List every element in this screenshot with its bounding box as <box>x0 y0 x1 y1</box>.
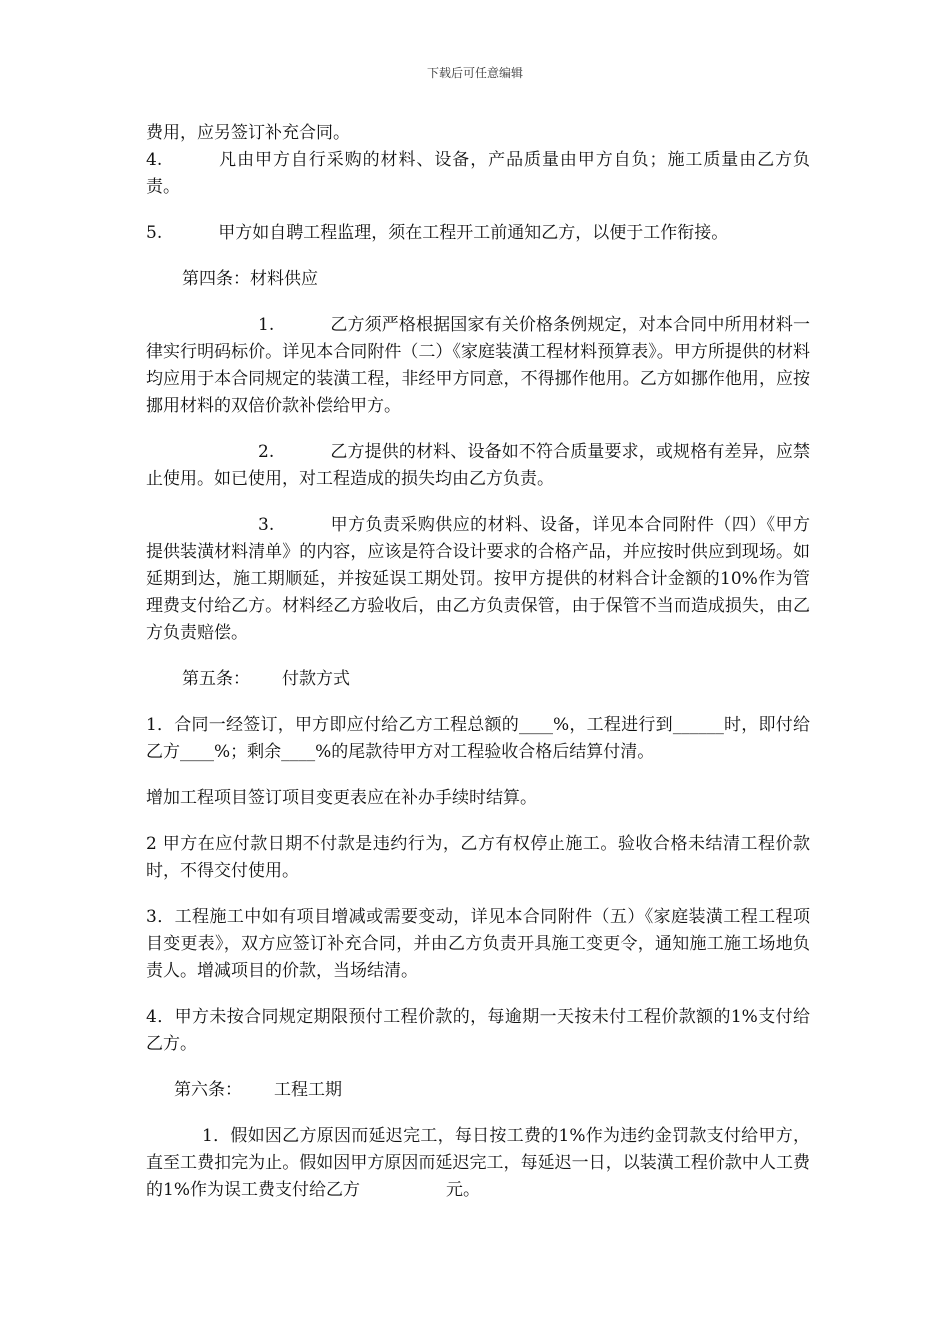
article-5-note: 增加工程项目签订项目变更表应在补办手续时结算。 <box>146 788 537 808</box>
article-5-item-1: 1．合同一经签订，甲方即应付给乙方工程总额的____%，工程进行到______时，即付给乙方____%；剩余____%的尾款待甲方对工程验收合格后结算付清。 <box>146 715 810 762</box>
article-6-heading <box>174 1077 810 1104</box>
document-body <box>146 120 810 1223</box>
clause-3-item-4 <box>146 147 810 201</box>
paragraph-continuation: 费用，应另签订补充合同。 <box>146 123 350 143</box>
article-4-heading: 第四条：材料供应 <box>182 269 318 289</box>
item-text-end: 元。 <box>445 1180 480 1200</box>
article-4-item-1 <box>146 312 810 420</box>
article-label: 第六条： <box>174 1080 242 1100</box>
item-number: 1. <box>258 315 275 335</box>
item-number: 5. <box>146 223 163 243</box>
item-text: 乙方须严格根据国家有关价格条例规定，对本合同中所用材料一律实行明码标价。详见本合同附件（二）《家庭装潢工程材料预算表》。甲方所提供的材料均应用于本合同规定的装潢工程，非经甲方同意，不得挪作他用。乙方如挪作他用，应按挪用材料的双倍价款补偿给甲方。 <box>146 315 810 416</box>
item-text: 凡由甲方自行采购的材料、设备，产品质量由甲方自负；施工质量由乙方负责。 <box>146 150 810 197</box>
item-number: 2. <box>258 442 275 462</box>
item-number: 4. <box>146 150 163 170</box>
item-text: 甲方负责采购供应的材料、设备，详见本合同附件（四）《甲方提供装潢材料清单》的内容，应该是符合设计要求的合格产品，并应按时供应到现场。如延期到达，施工期顺延，并按延误工期处罚。按甲方提供的材料合计金额的10%作为管理费支付给乙方。材料经乙方验收后，由乙方负责保管，由于保管不当而造成损失，由乙方负责赔偿。 <box>146 515 810 643</box>
article-title: 工程工期 <box>274 1080 342 1100</box>
page-header: 下载后可任意编辑 <box>426 66 523 80</box>
article-5-item-2: 2 甲方在应付款日期不付款是违约行为，乙方有权停止施工。验收合格未结清工程价款时，不得交付使用。 <box>146 834 810 881</box>
article-5-heading <box>182 666 810 693</box>
article-4-item-3 <box>146 512 810 647</box>
item-text: 甲方如自聘工程监理，须在工程开工前通知乙方，以便于工作衔接。 <box>218 223 729 243</box>
article-6-item-1 <box>146 1123 810 1204</box>
item-number: 3. <box>258 515 275 535</box>
article-title: 付款方式 <box>282 669 350 689</box>
article-4-item-2 <box>146 439 810 493</box>
item-text: 1．假如因乙方原因而延迟完工，每日按工费的1%作为违约金罚款支付给甲方，直至工费扣完为止。假如因甲方原因而延迟完工，每延迟一日，以装潢工程价款中人工费的1%作为误工费支付给乙方 <box>146 1126 810 1200</box>
clause-3-item-5 <box>146 220 810 247</box>
item-text: 乙方提供的材料、设备如不符合质量要求，或规格有差异，应禁止使用。如已使用，对工程造成的损失均由乙方负责。 <box>146 442 810 489</box>
article-label: 第五条： <box>182 669 250 689</box>
article-5-item-3: 3．工程施工中如有项目增减或需要变动，详见本合同附件（五）《家庭装潢工程工程项目变更表》，双方应签订补充合同，并由乙方负责开具施工变更令，通知施工施工场地负责人。增减项目的价款，当场结清。 <box>146 907 810 981</box>
article-5-item-4: 4．甲方未按合同规定期限预付工程价款的，每逾期一天按未付工程价款额的1%支付给乙方。 <box>146 1007 810 1054</box>
